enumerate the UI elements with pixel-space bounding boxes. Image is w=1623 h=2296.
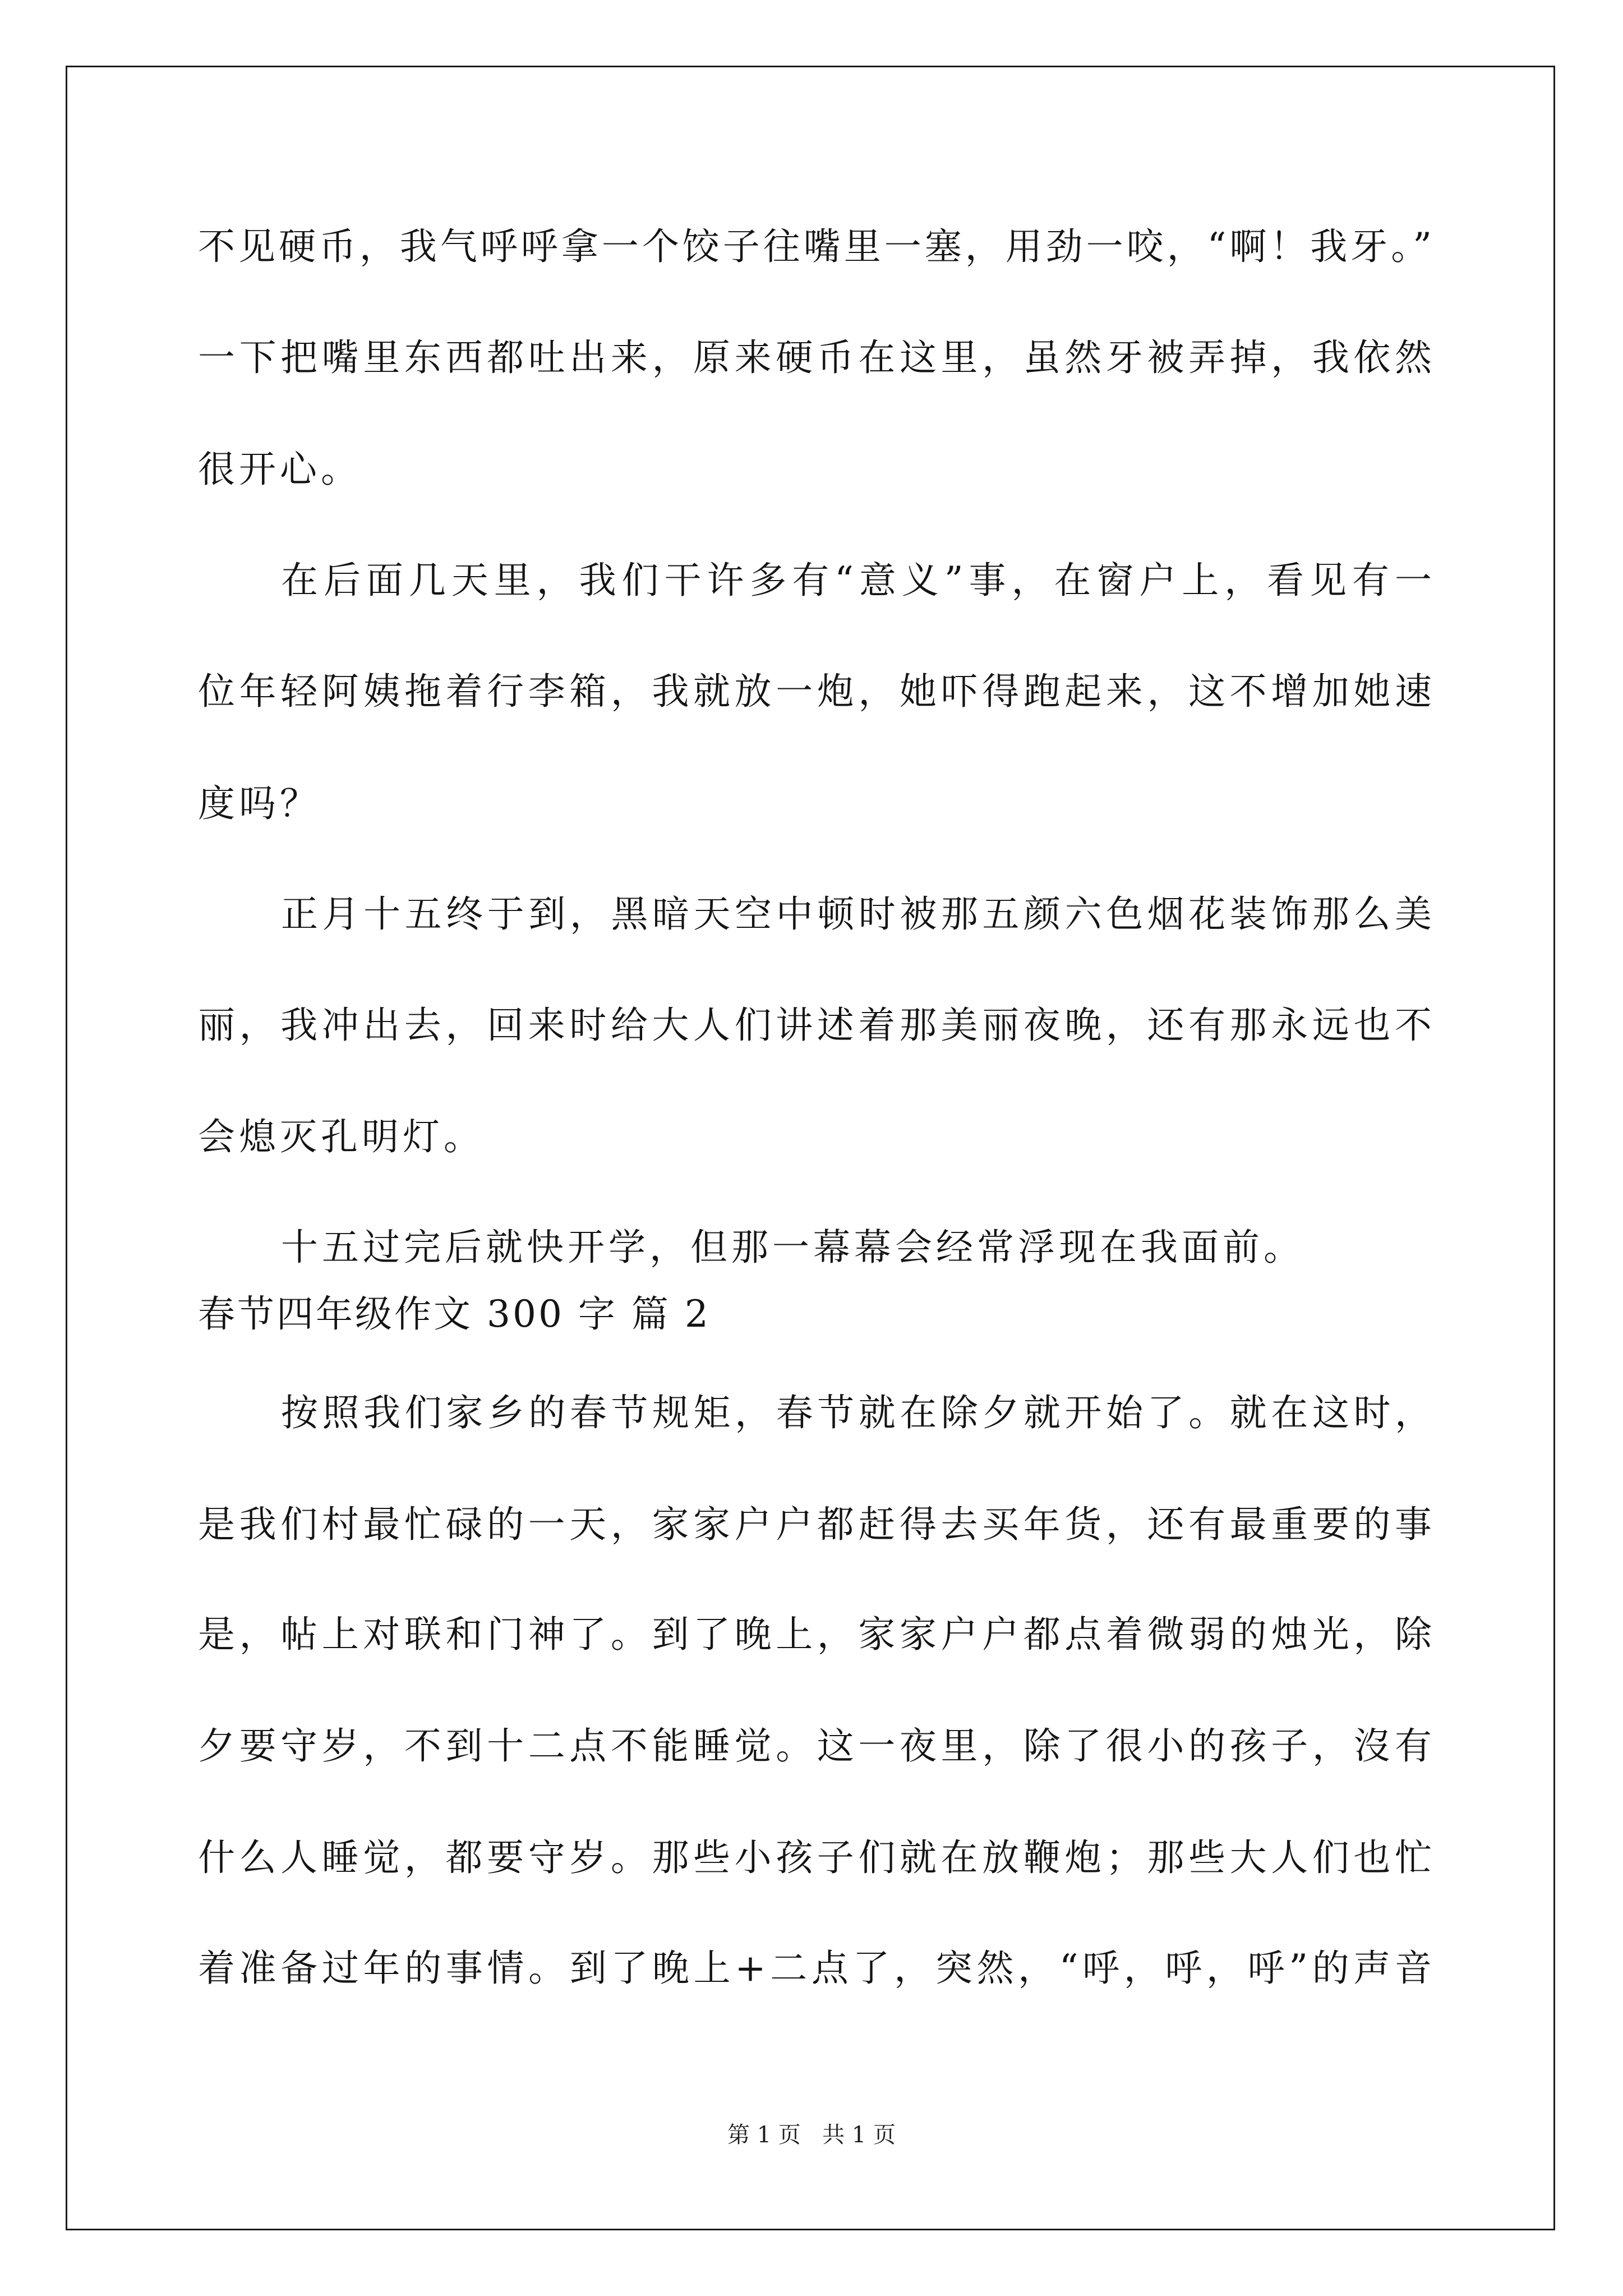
text-line: 一下把嘴里东西都吐出来，原来硬币在这里，虽然牙被弄掉，我依然	[198, 336, 1432, 379]
paragraph-first-line: 正月十五终于到，黑暗天空中顿时被那五颜六色烟花装饰那么美	[281, 892, 1432, 936]
text-line: 夕要守岁，不到十二点不能睡觉。这一夜里，除了很小的孩子，沒有	[198, 1724, 1432, 1768]
text-line: 着准备过年的事情。到了晚上+二点了，突然，“呼，呼，呼”的声音	[198, 1947, 1432, 1990]
paragraph-first-line: 在后面几天里，我们干许多有“意义”事，在窗户上，看见有一	[281, 559, 1432, 602]
text-line: 丽，我冲出去，回来时给大人们讲述着那美丽夜晚，还有那永远也不	[198, 1004, 1432, 1047]
text-line: 什么人睡觉，都要守岁。那些小孩子们就在放鞭炮；那些大人们也忙	[198, 1836, 1432, 1879]
text-line: 度吗？	[198, 782, 321, 825]
paragraph-first-line: 按照我们家乡的春节规矩，春节就在除夕就开始了。就在这时，	[281, 1391, 1432, 1434]
text-line: 是我们村最忙碌的一天，家家户户都赶得去买年货，还有最重要的事	[198, 1503, 1432, 1546]
text-line: 很开心。	[198, 448, 362, 491]
text-line: 是，帖上对联和门神了。到了晚上，家家户户都点着微弱的烛光，除	[198, 1613, 1432, 1656]
paragraph-first-line: 十五过完后就快开学，但那一幕幕会经常浮现在我面前。	[281, 1226, 1304, 1269]
text-line: 不见硬币，我气呼呼拿一个饺子往嘴里一塞，用劲一咬，“啊！我牙。”	[198, 225, 1432, 268]
section-heading: 春节四年级作文 300 字 篇 2	[198, 1292, 711, 1336]
text-line: 会熄灭孔明灯。	[198, 1115, 485, 1158]
text-line: 位年轻阿姨拖着行李箱，我就放一炮，她吓得跑起来，这不增加她速	[198, 670, 1432, 713]
page-number-footer: 第 1 页 共 1 页	[727, 2122, 896, 2148]
